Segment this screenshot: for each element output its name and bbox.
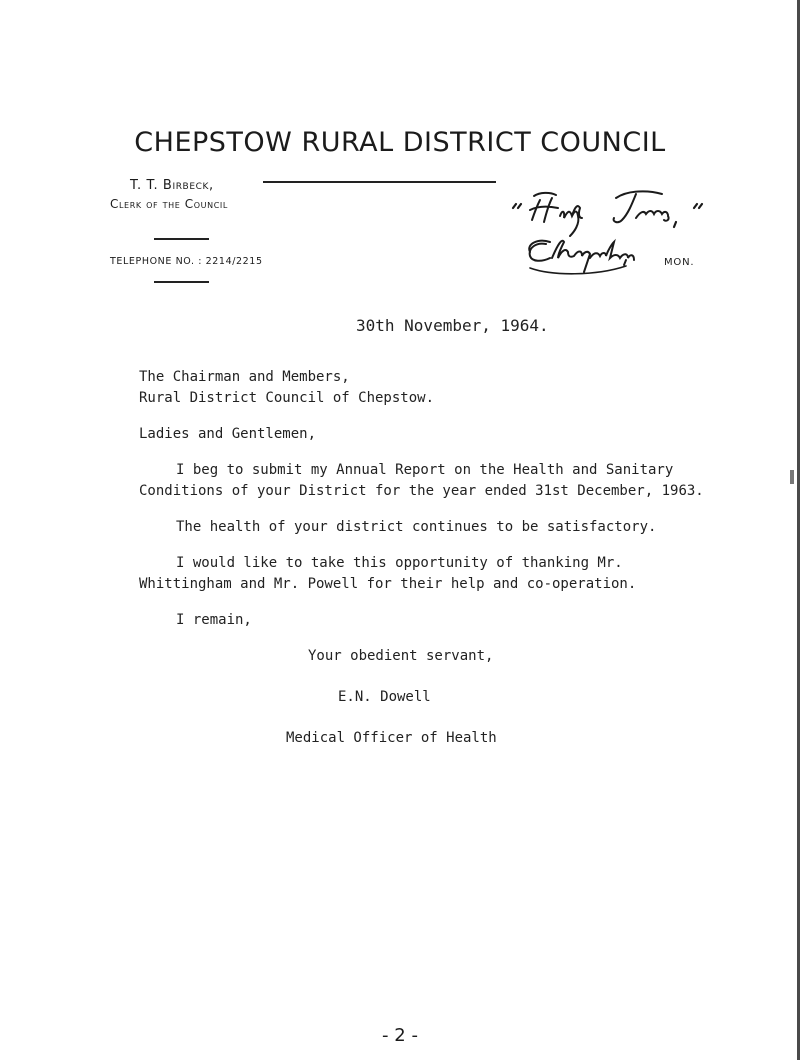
- page-number: - 2 -: [382, 1025, 418, 1046]
- paragraph-2: The health of your district continues to be satisfactory.: [176, 519, 657, 535]
- paragraph-1-line-1: I beg to submit my Annual Report on the Health and Sanitary: [176, 462, 674, 478]
- council-name: CHEPSTOW RURAL DISTRICT COUNCIL: [134, 127, 666, 158]
- closing-phrase: I remain,: [176, 612, 252, 628]
- county-abbreviation: MON.: [664, 257, 695, 268]
- divider-rule: [154, 238, 209, 240]
- clerk-name: T. T. Birbeck,: [130, 178, 214, 193]
- salutation: Ladies and Gentlemen,: [139, 426, 317, 442]
- addressee-line-2: Rural District Council of Chepstow.: [139, 390, 435, 406]
- paragraph-3-line-2: Whittingham and Mr. Powell for their help and co-operation.: [139, 576, 637, 592]
- clerk-title: Clerk of the Council: [110, 197, 228, 211]
- valediction: Your obedient servant,: [308, 648, 494, 664]
- divider-rule: [154, 281, 209, 283]
- paragraph-3-line-1: I would like to take this opportunity of thanking Mr.: [176, 555, 623, 571]
- addressee-line-1: The Chairman and Members,: [139, 369, 350, 385]
- margin-mark: [790, 470, 794, 484]
- paragraph-1-line-2: Conditions of your District for the year ended 31st December, 1963.: [139, 483, 704, 499]
- heading-rule: [263, 181, 496, 183]
- telephone-number: TELEPHONE NO. : 2214/2215: [110, 256, 263, 267]
- letter-date: 30th November, 1964.: [356, 316, 549, 335]
- signatory-name: E.N. Dowell: [338, 689, 431, 705]
- signatory-title: Medical Officer of Health: [286, 730, 497, 746]
